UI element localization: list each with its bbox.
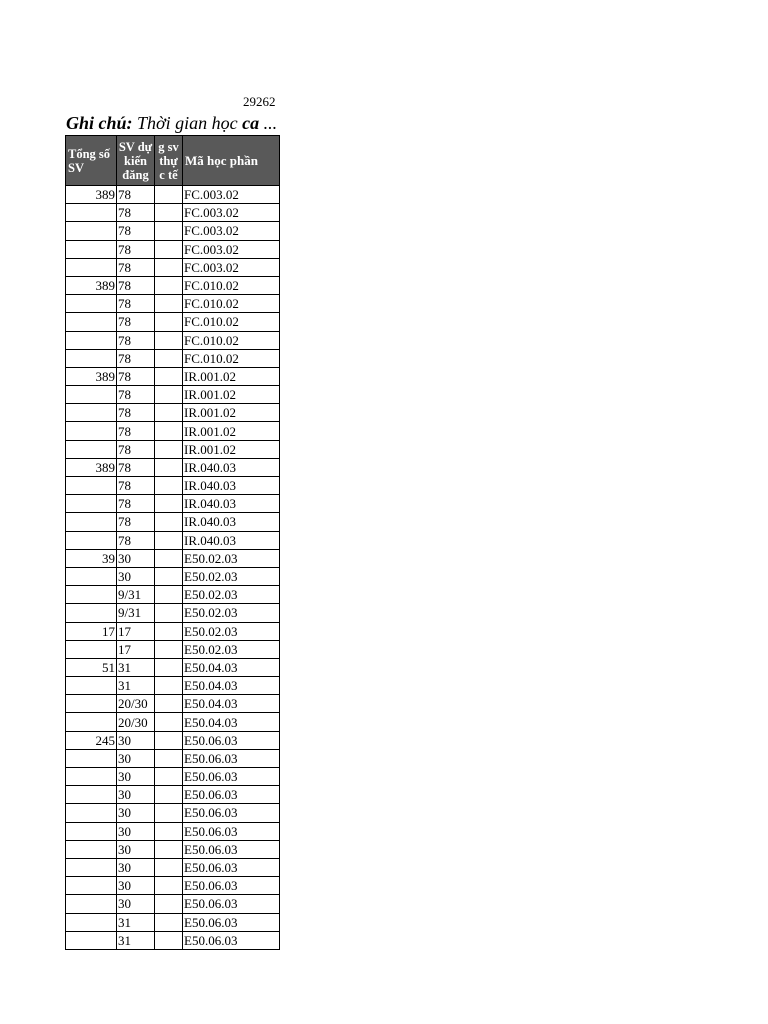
table-row [66, 313, 280, 331]
note-label: Ghi chú: [66, 113, 133, 133]
cell-expected: 20/30 [117, 695, 155, 713]
cell-course-code: E50.06.03 [183, 731, 280, 749]
cell-course-code: E50.02.03 [183, 640, 280, 658]
cell-actual [155, 513, 183, 531]
table-row [66, 222, 280, 240]
cell-expected: 30 [117, 877, 155, 895]
table-row [66, 804, 280, 822]
table-row [66, 349, 280, 367]
cell-course-code: E50.02.03 [183, 567, 280, 585]
cell-total [66, 640, 117, 658]
note-rest: ... [259, 113, 278, 133]
table-row [66, 276, 280, 294]
cell-total [66, 331, 117, 349]
cell-course-code: E50.02.03 [183, 549, 280, 567]
cell-expected: 30 [117, 549, 155, 567]
cell-actual [155, 913, 183, 931]
cell-course-code: E50.02.03 [183, 586, 280, 604]
cell-actual [155, 804, 183, 822]
cell-actual [155, 822, 183, 840]
cell-actual [155, 258, 183, 276]
table-row [66, 786, 280, 804]
cell-actual [155, 895, 183, 913]
table-row [66, 386, 280, 404]
cell-total: 389 [66, 186, 117, 204]
cell-course-code: IR.040.03 [183, 495, 280, 513]
cell-expected: 30 [117, 804, 155, 822]
cell-expected: 78 [117, 222, 155, 240]
cell-course-code: E50.06.03 [183, 822, 280, 840]
table-row [66, 331, 280, 349]
cell-expected: 30 [117, 822, 155, 840]
cell-total [66, 877, 117, 895]
cell-course-code: E50.06.03 [183, 749, 280, 767]
table-row [66, 858, 280, 876]
cell-course-code: E50.02.03 [183, 604, 280, 622]
cell-total [66, 822, 117, 840]
table-row [66, 677, 280, 695]
cell-total [66, 913, 117, 931]
cell-actual [155, 658, 183, 676]
cell-course-code: IR.040.03 [183, 513, 280, 531]
cell-actual [155, 276, 183, 294]
cell-course-code: FC.010.02 [183, 276, 280, 294]
cell-expected: 30 [117, 749, 155, 767]
cell-actual [155, 186, 183, 204]
cell-expected: 17 [117, 622, 155, 640]
cell-total [66, 858, 117, 876]
cell-expected: 78 [117, 295, 155, 313]
cell-actual [155, 622, 183, 640]
cell-actual [155, 531, 183, 549]
cell-total [66, 586, 117, 604]
cell-expected: 78 [117, 204, 155, 222]
cell-total [66, 222, 117, 240]
cell-actual [155, 477, 183, 495]
table-row [66, 604, 280, 622]
cell-total [66, 258, 117, 276]
table-row [66, 422, 280, 440]
cell-course-code: IR.001.02 [183, 367, 280, 385]
cell-expected: 78 [117, 531, 155, 549]
table-row [66, 749, 280, 767]
cell-course-code: FC.010.02 [183, 331, 280, 349]
cell-expected: 78 [117, 495, 155, 513]
cell-total: 389 [66, 367, 117, 385]
table-row [66, 713, 280, 731]
cell-course-code: FC.003.02 [183, 240, 280, 258]
cell-total [66, 440, 117, 458]
cell-expected: 78 [117, 313, 155, 331]
cell-actual [155, 713, 183, 731]
cell-expected: 20/30 [117, 713, 155, 731]
cell-actual [155, 749, 183, 767]
cell-course-code: E50.06.03 [183, 768, 280, 786]
header-course-code: Mã học phần [183, 136, 280, 186]
table-row [66, 586, 280, 604]
table-body [66, 186, 280, 950]
cell-total [66, 749, 117, 767]
cell-course-code: E50.06.03 [183, 931, 280, 949]
note-line [66, 113, 280, 134]
cell-course-code: E50.04.03 [183, 695, 280, 713]
table-row [66, 931, 280, 949]
cell-actual [155, 495, 183, 513]
table-row [66, 731, 280, 749]
cell-expected: 31 [117, 658, 155, 676]
cell-course-code: E50.06.03 [183, 895, 280, 913]
cell-actual [155, 440, 183, 458]
cell-expected: 30 [117, 858, 155, 876]
cell-course-code: E50.02.03 [183, 622, 280, 640]
cell-expected: 78 [117, 276, 155, 294]
cell-actual [155, 567, 183, 585]
cell-total: 389 [66, 458, 117, 476]
cell-total [66, 295, 117, 313]
table-row [66, 622, 280, 640]
cell-actual [155, 240, 183, 258]
cell-total: 51 [66, 658, 117, 676]
cell-actual [155, 313, 183, 331]
cell-expected: 78 [117, 440, 155, 458]
cell-course-code: FC.010.02 [183, 295, 280, 313]
cell-actual [155, 549, 183, 567]
cell-actual [155, 731, 183, 749]
cell-course-code: IR.001.02 [183, 404, 280, 422]
cell-expected: 30 [117, 567, 155, 585]
cell-total [66, 786, 117, 804]
cell-actual [155, 349, 183, 367]
cell-total: 17 [66, 622, 117, 640]
cell-expected: 78 [117, 458, 155, 476]
cell-total [66, 768, 117, 786]
table-row [66, 658, 280, 676]
cell-expected: 30 [117, 840, 155, 858]
cell-actual [155, 422, 183, 440]
cell-total [66, 204, 117, 222]
cell-expected: 17 [117, 640, 155, 658]
cell-actual [155, 640, 183, 658]
cell-total [66, 695, 117, 713]
cell-expected: 78 [117, 422, 155, 440]
cell-course-code: E50.06.03 [183, 840, 280, 858]
cell-expected: 78 [117, 240, 155, 258]
cell-actual [155, 404, 183, 422]
cell-course-code: FC.003.02 [183, 186, 280, 204]
cell-course-code: FC.003.02 [183, 258, 280, 276]
cell-total [66, 804, 117, 822]
cell-expected: 78 [117, 513, 155, 531]
cell-actual [155, 586, 183, 604]
cell-actual [155, 695, 183, 713]
cell-expected: 78 [117, 404, 155, 422]
cell-course-code: E50.06.03 [183, 858, 280, 876]
cell-actual [155, 386, 183, 404]
table-row [66, 640, 280, 658]
cell-total [66, 495, 117, 513]
cell-course-code: FC.003.02 [183, 204, 280, 222]
cell-expected: 78 [117, 477, 155, 495]
top-number: 29262 [243, 94, 276, 109]
table-row [66, 768, 280, 786]
table-row [66, 440, 280, 458]
table-row [66, 367, 280, 385]
cell-course-code: IR.001.02 [183, 440, 280, 458]
cell-total [66, 531, 117, 549]
cell-total: 245 [66, 731, 117, 749]
table-row [66, 186, 280, 204]
cell-expected: 78 [117, 331, 155, 349]
table-row [66, 695, 280, 713]
cell-total [66, 567, 117, 585]
table-header-row [66, 136, 280, 186]
table-row [66, 495, 280, 513]
cell-course-code: IR.001.02 [183, 422, 280, 440]
table-row [66, 877, 280, 895]
table-row [66, 822, 280, 840]
course-table [65, 135, 280, 950]
cell-course-code: FC.010.02 [183, 313, 280, 331]
cell-expected: 9/31 [117, 604, 155, 622]
table-row [66, 404, 280, 422]
header-actual-students: g sv thự c tế [155, 136, 183, 186]
cell-actual [155, 295, 183, 313]
cell-total [66, 386, 117, 404]
cell-course-code: E50.04.03 [183, 677, 280, 695]
table-row [66, 513, 280, 531]
cell-total [66, 895, 117, 913]
cell-course-code: IR.040.03 [183, 531, 280, 549]
cell-expected: 30 [117, 786, 155, 804]
cell-expected: 9/31 [117, 586, 155, 604]
cell-total [66, 240, 117, 258]
cell-course-code: FC.010.02 [183, 349, 280, 367]
table-row [66, 567, 280, 585]
table-row [66, 549, 280, 567]
table-row [66, 258, 280, 276]
cell-course-code: E50.04.03 [183, 658, 280, 676]
cell-course-code: IR.040.03 [183, 458, 280, 476]
cell-actual [155, 204, 183, 222]
cell-total [66, 513, 117, 531]
cell-actual [155, 367, 183, 385]
cell-expected: 78 [117, 349, 155, 367]
cell-actual [155, 877, 183, 895]
table-row [66, 240, 280, 258]
cell-expected: 78 [117, 186, 155, 204]
cell-course-code: E50.06.03 [183, 786, 280, 804]
cell-actual [155, 604, 183, 622]
cell-course-code: E50.06.03 [183, 913, 280, 931]
cell-expected: 31 [117, 931, 155, 949]
cell-course-code: IR.001.02 [183, 386, 280, 404]
cell-total [66, 422, 117, 440]
cell-course-code: E50.06.03 [183, 877, 280, 895]
table-row [66, 204, 280, 222]
table-row [66, 840, 280, 858]
table-row [66, 895, 280, 913]
cell-course-code: E50.06.03 [183, 804, 280, 822]
cell-total [66, 349, 117, 367]
cell-actual [155, 858, 183, 876]
cell-actual [155, 786, 183, 804]
cell-expected: 31 [117, 677, 155, 695]
cell-expected: 78 [117, 258, 155, 276]
cell-actual [155, 222, 183, 240]
header-expected-students: SV dự kiến đăng [117, 136, 155, 186]
note-text: Thời gian học [132, 113, 243, 133]
cell-actual [155, 458, 183, 476]
cell-actual [155, 677, 183, 695]
cell-total: 39 [66, 549, 117, 567]
cell-total [66, 604, 117, 622]
cell-total [66, 477, 117, 495]
table-row [66, 295, 280, 313]
cell-total [66, 931, 117, 949]
cell-total [66, 677, 117, 695]
cell-total [66, 713, 117, 731]
cell-total: 389 [66, 276, 117, 294]
cell-expected: 30 [117, 731, 155, 749]
cell-actual [155, 331, 183, 349]
cell-actual [155, 768, 183, 786]
note-bold-tail: ca [242, 113, 260, 133]
cell-actual [155, 840, 183, 858]
cell-expected: 31 [117, 913, 155, 931]
cell-total [66, 404, 117, 422]
header-total-students: Tổng số SV [66, 136, 117, 186]
cell-expected: 78 [117, 367, 155, 385]
cell-actual [155, 931, 183, 949]
cell-expected: 30 [117, 895, 155, 913]
cell-expected: 30 [117, 768, 155, 786]
cell-total [66, 840, 117, 858]
cell-course-code: E50.04.03 [183, 713, 280, 731]
table-row [66, 477, 280, 495]
table-row [66, 458, 280, 476]
table-row [66, 531, 280, 549]
cell-course-code: FC.003.02 [183, 222, 280, 240]
cell-course-code: IR.040.03 [183, 477, 280, 495]
cell-total [66, 313, 117, 331]
cell-expected: 78 [117, 386, 155, 404]
table-row [66, 913, 280, 931]
